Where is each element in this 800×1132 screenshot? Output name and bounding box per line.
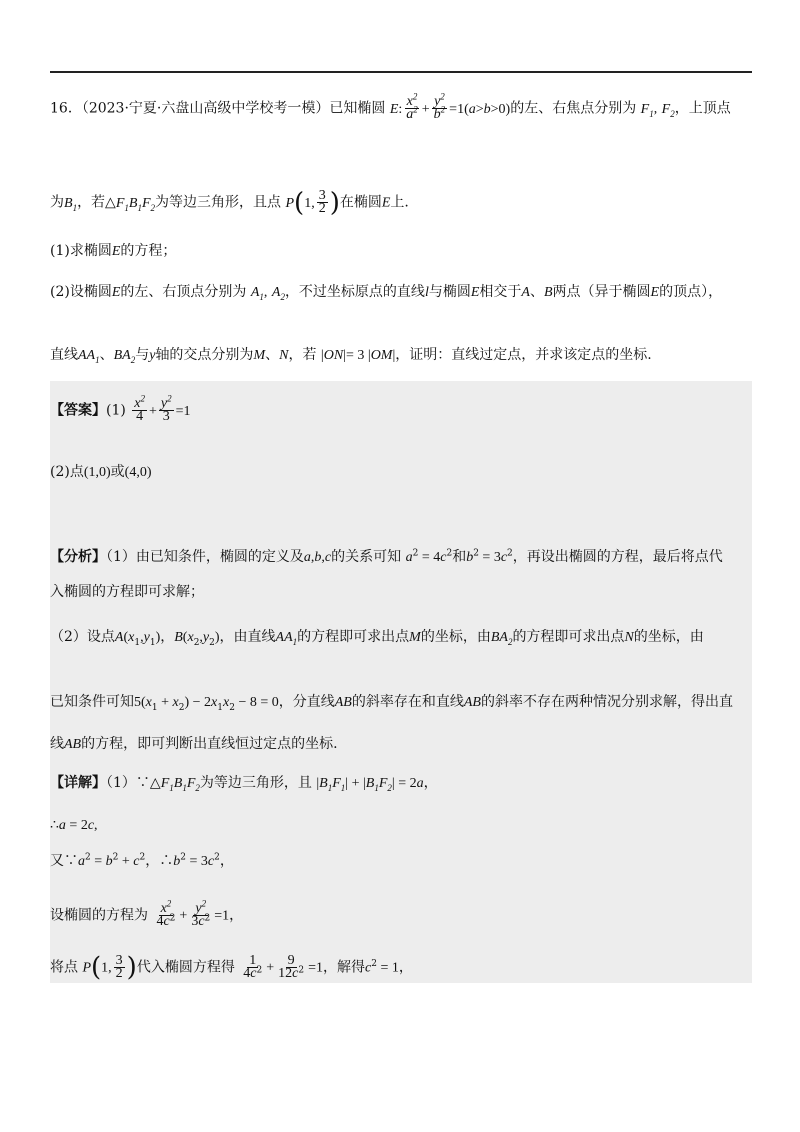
analysis-line-5: 线AB的方程，即可判断出直线恒过定点的坐标.: [50, 736, 338, 752]
condition-on-om: |ON|= 3 |OM|: [320, 348, 396, 363]
question-text: 两点（异于椭圆: [552, 284, 651, 300]
question-text: 直线: [50, 347, 78, 363]
detail-text: 代入椭圆方程得: [136, 959, 235, 976]
analysis-text: 的方程即可求出点: [297, 629, 410, 645]
analysis-text: 的方程即可求出点: [512, 629, 625, 645]
question-text: 的左、右顶点分别为: [120, 284, 247, 300]
analysis-text: 已知条件可知: [50, 694, 134, 710]
analysis-text: ，再设出椭圆的方程，最后将点代: [512, 549, 723, 565]
answer-point-2: (4,0): [124, 465, 152, 480]
question-text: (2)设椭圆: [50, 284, 112, 300]
answer-text: (2)点: [50, 464, 84, 480]
detail-line-4: 设椭圆的方程为 $\frac{x^2}{4c^2}$ + $\frac{y^2}{3c^2}$ =1，: [50, 898, 244, 929]
foci-symbols: $F_1$: [640, 101, 654, 119]
question-text: 的方程；: [120, 243, 177, 259]
problem-text: ，上顶点: [674, 100, 731, 117]
analysis-text: ，分直线: [278, 694, 335, 710]
analysis-text: 的斜率不存在两种情况分别求解，得出直: [480, 694, 733, 710]
answer-ellipse: $\frac{x^2}{4}$ + $\frac{y^2}{3}$ =1: [134, 393, 191, 424]
problem-text: 已知椭圆: [329, 100, 386, 117]
analysis-line-3: （2）设点$A(x_1,y_1)$，$B(x_2,y_2)$，由直线$AA_1$的方程即可求出点M的坐标，由$BA_2$的方程即可求出点N的坐标，由: [50, 629, 704, 648]
analysis-text: 的关系可知: [331, 549, 402, 565]
detail-line-1: 【详解】$(1)\because\triangle F_1B_1F_2$为等边三角形，且 $|B_1F_1| + |B_1F_2| = 2a$，: [50, 775, 438, 793]
question-text: (1)求椭圆: [50, 243, 112, 259]
problem-source: （2023·宁夏·六盘山高级中学校考一模）: [81, 100, 330, 117]
question-text: 轴的交点分别为: [155, 347, 254, 363]
analysis-text: 入椭圆的方程即可求解；: [50, 584, 204, 600]
detail-line-5: 将点 P(1, $\frac{3}{2}$ )代入椭圆方程得 $\frac{1}{4c^2}$ + $\frac{9}{12c^2}$ =1，解得$c^2 = 1$，: [50, 952, 413, 983]
detail-text: ，: [219, 853, 234, 869]
answer-label: 【答案】: [50, 402, 106, 419]
analysis-text: 和: [452, 549, 467, 565]
detail-line-2: ∴a = 2c,: [50, 817, 98, 833]
question-text: ，若: [288, 347, 317, 363]
question-text: 与椭圆: [428, 284, 471, 300]
problem-line-2: 为$B_1$，若$\triangle F_1B_1F_2$为等边三角形，且点 P(1, $\frac{3}{2}$ )在椭圆E上.: [50, 187, 409, 218]
analysis-line-2: [50, 582, 752, 602]
analysis-text: （2）设点: [50, 629, 115, 645]
ellipse-equation: E: $\frac{x^2}{a^2}$ + $\frac{y^2}{b^2}$ =1(a>b>0): [389, 91, 511, 122]
detail-text: ，∴: [145, 853, 174, 869]
problem-text: 在椭圆: [339, 194, 382, 211]
detail-text: ，: [229, 907, 244, 924]
problem-text: 为: [50, 194, 64, 211]
question-2-cont: 直线$AA_1$、$BA_2$与y轴的交点分别为M、N，若 |ON|= 3 |OM|，证明：直线过定点，并求该定点的坐标.: [50, 347, 652, 365]
analysis-line-1: 【分析】（1）由已知条件，椭圆的定义及a,b,c的关系可知 $a^2 = 4c^2$和$b^2 = 3c^2$，再设出椭圆的方程，最后将点代: [50, 548, 723, 565]
top-rule: [50, 71, 752, 73]
problem-text: 为等边三角形，且点: [155, 194, 282, 211]
answer-point-1: (1,0): [83, 465, 111, 480]
detail-text: ∴: [50, 817, 59, 833]
detail-text: 又∵: [50, 853, 78, 869]
detail-text: 将点: [50, 959, 78, 976]
question-text: ，不过坐标原点的直线: [284, 284, 425, 300]
analysis-text: ，由直线: [219, 629, 276, 645]
answer-text: (1): [106, 402, 126, 419]
problem-text: 的左、右焦点分别为: [510, 100, 637, 117]
problem-number: 16．: [50, 100, 82, 117]
analysis-label: 【分析】: [50, 549, 106, 565]
detail-text: ，解得: [323, 959, 365, 976]
analysis-text: 的坐标，由: [633, 629, 704, 645]
analysis-text: 的斜率存在和直线: [351, 694, 464, 710]
detail-label: 【详解】: [50, 775, 106, 791]
analysis-line-4: 已知条件可知$5(x_1 + x_2) - 2x_1x_2 - 8 = 0$，分直线AB的斜率存在和直线AB的斜率不存在两种情况分别求解，得出直: [50, 694, 733, 713]
question-text: 相交于: [479, 284, 522, 300]
question-text: ，证明：直线过定点，并求该定点的坐标.: [395, 347, 652, 363]
detail-line-3: 又$\because a^2 = b^2 + c^2$，$\therefore b^2 = 3c^2$，: [50, 852, 234, 869]
analysis-text: 的坐标，由: [420, 629, 491, 645]
answer-line-1: [50, 393, 752, 424]
detail-text: （1）∵△: [106, 775, 161, 791]
answer-line-2: [50, 462, 752, 483]
problem-text: ，若△: [77, 194, 116, 211]
detail-text: 设椭圆的方程为: [50, 907, 148, 924]
problem-line-1: 16．（2023·宁夏·六盘山高级中学校考一模）已知椭圆 E: $\frac{x^2}{a^2}$ + $\frac{y^2}{b^2}$ =1(a>b>0)的左、右焦点分别为 $F_1$, $F_2$，上顶点: [50, 91, 731, 122]
answer-text: 或: [110, 464, 125, 480]
analysis-text: 的方程，即可判断出直线恒过定点的坐标.: [81, 736, 338, 752]
analysis-text: （1）由已知条件，椭圆的定义及: [106, 549, 304, 565]
question-text: 与: [135, 347, 150, 363]
question-text: 的顶点），: [659, 284, 723, 300]
analysis-text: 线: [50, 736, 64, 752]
problem-text: 上.: [390, 194, 409, 211]
question-1: (1)求椭圆E的方程；: [50, 243, 177, 259]
analysis-text: ，: [160, 629, 175, 645]
detail-text: 为等边三角形，且: [199, 775, 312, 791]
detail-text: ，: [398, 959, 413, 976]
point-p: P(1, $\frac{3}{2}$ ): [285, 187, 340, 218]
question-2: (2)设椭圆E的左、右顶点分别为 $A_1$, $A_2$，不过坐标原点的直线l与椭圆E相交于A、B两点（异于椭圆E的顶点），: [50, 284, 723, 302]
detail-text: ，: [423, 775, 438, 791]
